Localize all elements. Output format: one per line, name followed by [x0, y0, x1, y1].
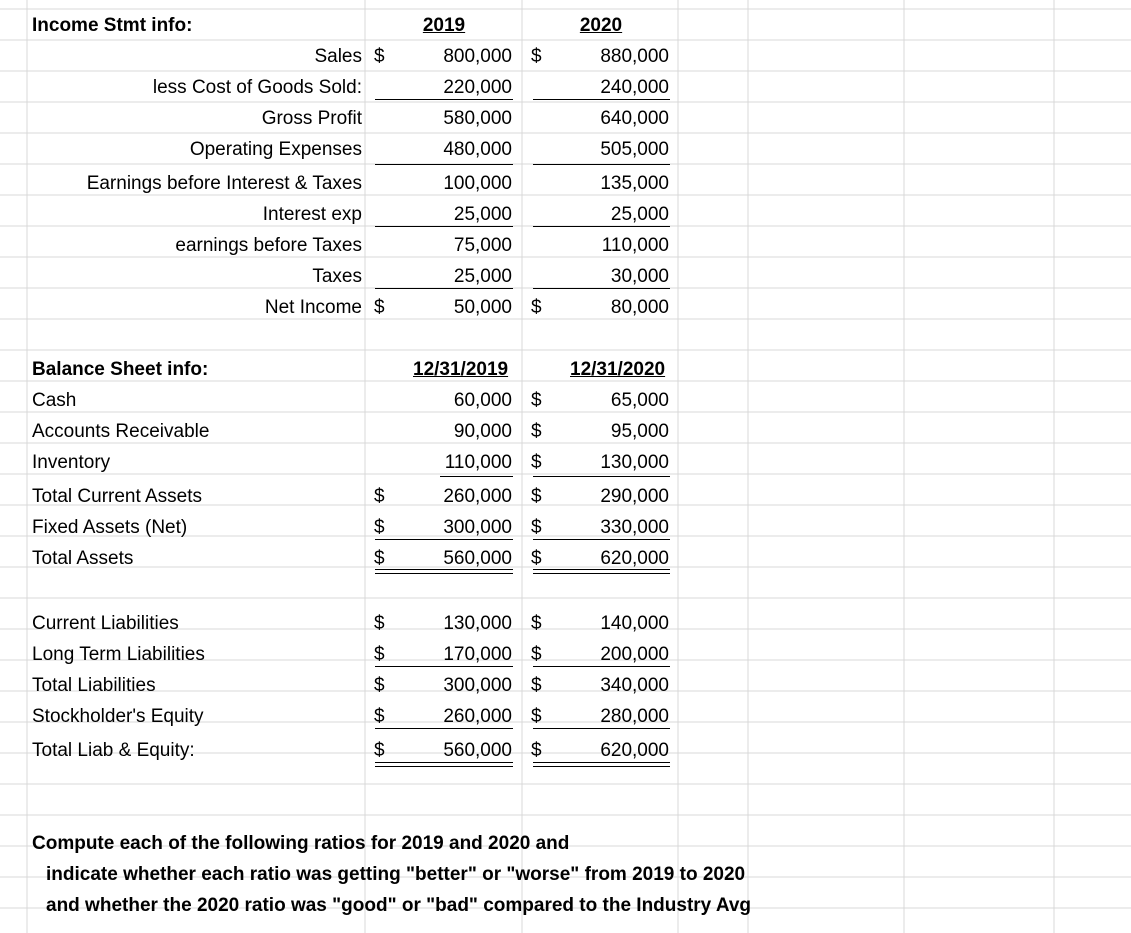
liability-value-2020: 280,000 — [600, 706, 669, 727]
balance-row-label: Accounts Receivable — [32, 421, 210, 442]
income-underline-2020 — [533, 226, 670, 227]
balance-row-label: Total Current Assets — [32, 486, 203, 507]
balance-value-2020: 330,000 — [600, 517, 669, 538]
liability-dollar-2020: $ — [531, 740, 542, 761]
liability-dollar-2019: $ — [374, 613, 385, 634]
income-value-2019: 25,000 — [453, 204, 512, 225]
liability-value-2019: 560,000 — [443, 740, 512, 761]
balance-date-2019-header: 12/31/2019 — [413, 359, 509, 380]
income-dollar-2020: $ — [531, 297, 542, 318]
income-value-2020: 640,000 — [600, 108, 669, 129]
balance-row-label: Cash — [32, 390, 77, 411]
income-value-2019: 75,000 — [453, 235, 512, 256]
income-year-2020-header: 2020 — [579, 15, 623, 36]
liability-row-label: Current Liabilities — [32, 613, 179, 634]
liability-dollar-2019: $ — [374, 675, 385, 696]
balance-dollar-2020: $ — [531, 390, 542, 411]
liability-underline-2020 — [533, 728, 670, 729]
income-underline-2020 — [533, 99, 670, 100]
balance-dollar-2020: $ — [531, 486, 542, 507]
balance-double-underline-2020 — [533, 569, 670, 574]
liability-value-2019: 300,000 — [443, 675, 512, 696]
balance-value-2019: 560,000 — [443, 548, 512, 569]
liability-underline-2019 — [375, 728, 513, 729]
income-row-label: Earnings before Interest & Taxes — [86, 173, 362, 194]
balance-dollar-2019: $ — [374, 486, 385, 507]
balance-dollar-2019: $ — [374, 517, 385, 538]
liability-double-underline-2020 — [533, 762, 670, 767]
balance-value-2020: 65,000 — [610, 390, 669, 411]
income-underline-2019 — [375, 99, 513, 100]
balance-date-2020-header: 12/31/2020 — [570, 359, 666, 380]
balance-double-underline-2019 — [375, 569, 513, 574]
liability-value-2020: 340,000 — [600, 675, 669, 696]
liability-underline-2020 — [533, 666, 670, 667]
balance-row-label: Inventory — [32, 452, 111, 473]
income-value-2020: 505,000 — [600, 139, 669, 160]
income-dollar-2020: $ — [531, 46, 542, 67]
balance-value-2019: 90,000 — [453, 421, 512, 442]
income-underline-2019 — [440, 288, 513, 289]
liability-dollar-2019: $ — [374, 644, 385, 665]
balance-value-2019: 60,000 — [453, 390, 512, 411]
income-row-label: Sales — [314, 46, 362, 67]
balance-dollar-2019: $ — [374, 548, 385, 569]
liability-value-2020: 200,000 — [600, 644, 669, 665]
balance-row-label: Fixed Assets (Net) — [32, 517, 188, 538]
liability-value-2020: 620,000 — [600, 740, 669, 761]
income-section-title: Income Stmt info: — [32, 15, 193, 36]
income-value-2020: 135,000 — [600, 173, 669, 194]
liability-value-2020: 140,000 — [600, 613, 669, 634]
income-value-2019: 50,000 — [453, 297, 512, 318]
balance-dollar-2020: $ — [531, 452, 542, 473]
income-row-label: Gross Profit — [261, 108, 362, 129]
balance-row-label: Total Assets — [32, 548, 134, 569]
income-underline-2020 — [533, 288, 670, 289]
income-value-2020: 240,000 — [600, 77, 669, 98]
income-year-2019-header: 2019 — [422, 15, 466, 36]
balance-value-2019: 110,000 — [444, 452, 512, 473]
balance-value-2020: 290,000 — [600, 486, 669, 507]
liability-value-2019: 260,000 — [443, 706, 512, 727]
balance-dollar-2020: $ — [531, 421, 542, 442]
income-value-2020: 25,000 — [610, 204, 669, 225]
liability-dollar-2019: $ — [374, 706, 385, 727]
income-underline-2019 — [375, 164, 513, 165]
liability-value-2019: 170,000 — [443, 644, 512, 665]
income-value-2019: 580,000 — [443, 108, 512, 129]
liability-dollar-2020: $ — [531, 613, 542, 634]
balance-section-title: Balance Sheet info: — [32, 359, 209, 380]
liability-dollar-2020: $ — [531, 706, 542, 727]
income-value-2019: 800,000 — [443, 46, 512, 67]
liability-dollar-2020: $ — [531, 644, 542, 665]
income-row-label: Interest exp — [262, 204, 362, 225]
income-value-2019: 100,000 — [443, 173, 512, 194]
balance-underline-2019 — [440, 476, 513, 477]
balance-value-2019: 260,000 — [443, 486, 512, 507]
balance-value-2020: 620,000 — [600, 548, 669, 569]
income-row-label: Net Income — [264, 297, 362, 318]
liability-row-label: Total Liabilities — [32, 675, 156, 696]
income-value-2020: 30,000 — [610, 266, 669, 287]
balance-underline-2020 — [533, 476, 670, 477]
income-value-2020: 880,000 — [600, 46, 669, 67]
balance-value-2020: 130,000 — [600, 452, 669, 473]
liability-row-label: Total Liab & Equity: — [32, 740, 195, 761]
balance-value-2020: 95,000 — [610, 421, 669, 442]
income-underline-2020 — [533, 164, 670, 165]
balance-underline-2020 — [533, 539, 670, 540]
income-row-label: less Cost of Goods Sold: — [152, 77, 362, 98]
income-value-2019: 480,000 — [443, 139, 512, 160]
instruction-line-1: Compute each of the following ratios for 2019 and 2020 and — [32, 833, 570, 854]
income-value-2020: 80,000 — [610, 297, 669, 318]
balance-dollar-2020: $ — [531, 517, 542, 538]
income-value-2019: 220,000 — [443, 77, 512, 98]
liability-double-underline-2019 — [375, 762, 513, 767]
income-row-label: Taxes — [312, 266, 362, 287]
income-row-label: earnings before Taxes — [175, 235, 362, 256]
income-dollar-2019: $ — [374, 46, 385, 67]
liability-row-label: Long Term Liabilities — [32, 644, 205, 665]
liability-dollar-2019: $ — [374, 740, 385, 761]
instruction-line-3: and whether the 2020 ratio was "good" or "bad" compared to the Industry Avg — [46, 895, 752, 916]
income-dollar-2019: $ — [374, 297, 385, 318]
income-value-2019: 25,000 — [453, 266, 512, 287]
balance-dollar-2020: $ — [531, 548, 542, 569]
instruction-line-2: indicate whether each ratio was getting "better" or "worse" from 2019 to 2020 — [46, 864, 746, 885]
liability-underline-2019 — [375, 666, 513, 667]
income-value-2020: 110,000 — [601, 235, 669, 256]
liability-row-label: Stockholder's Equity — [32, 706, 204, 727]
balance-value-2019: 300,000 — [443, 517, 512, 538]
liability-dollar-2020: $ — [531, 675, 542, 696]
balance-underline-2019 — [375, 539, 513, 540]
income-underline-2019 — [375, 226, 513, 227]
income-row-label: Operating Expenses — [189, 139, 362, 160]
liability-value-2019: 130,000 — [443, 613, 512, 634]
